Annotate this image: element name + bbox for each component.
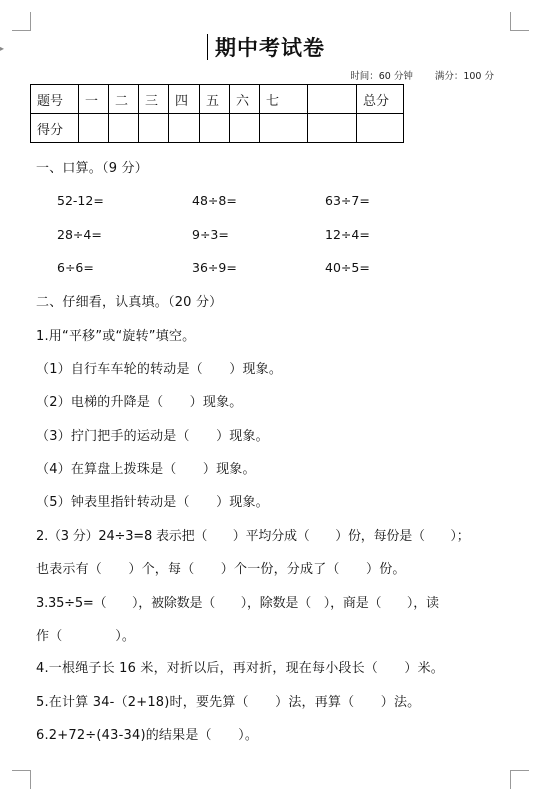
- score-row-label: 得分: [31, 114, 79, 143]
- section-2-heading: 二、仔细看，认真填。（20 分）: [36, 295, 223, 310]
- score-cell[interactable]: [230, 114, 260, 143]
- question-line: （5）钟表里指针转动是（ ）现象。: [36, 495, 269, 510]
- score-header-cell: 一: [79, 85, 109, 114]
- crop-mark-bottom-right: [510, 770, 529, 789]
- section-1-heading: 一、口算。（9 分）: [36, 161, 148, 176]
- question-line: 4.一根绳子长 16 米，对折以后，再对折，现在每小段长（ ）米。: [36, 661, 445, 676]
- score-cell[interactable]: [139, 114, 169, 143]
- score-cell[interactable]: [200, 114, 230, 143]
- question-line: 也表示有（ ）个，每（ ）个一份，分成了（ ）份。: [36, 562, 406, 577]
- exam-full-score: 满分：100 分: [434, 71, 494, 82]
- score-header-cell: 五: [200, 85, 230, 114]
- crop-mark-top-right: [510, 12, 529, 31]
- calc-item: 52-12=: [57, 193, 104, 208]
- question-line: 作（ ）。: [36, 629, 136, 644]
- crop-mark-bottom-left: [12, 770, 31, 789]
- score-header-cell: 二: [109, 85, 139, 114]
- question-line: （4）在算盘上拨珠是（ ）现象。: [36, 462, 256, 477]
- score-cell[interactable]: [79, 114, 109, 143]
- exam-meta: [350, 68, 494, 82]
- question-line: （3）拧门把手的运动是（ ）现象。: [36, 429, 269, 444]
- score-header-cell: [308, 85, 357, 114]
- calc-item: 40÷5=: [325, 260, 370, 275]
- page-title: 期中考试卷: [215, 35, 325, 60]
- score-header-cell: 总分: [357, 85, 404, 114]
- score-cell[interactable]: [308, 114, 357, 143]
- score-header-cell: 四: [169, 85, 200, 114]
- margin-arrow-icon: ▸: [0, 44, 5, 53]
- score-table-header-row: [31, 85, 404, 114]
- score-table-score-row: [31, 114, 404, 143]
- calc-item: 9÷3=: [192, 227, 229, 242]
- question-line: 5.在计算 34-（2+18)时，要先算（ ）法，再算（ ）法。: [36, 695, 421, 710]
- score-table: [30, 84, 404, 143]
- calc-item: 6÷6=: [57, 260, 94, 275]
- score-cell[interactable]: [169, 114, 200, 143]
- question-line: 3.35÷5=（ ），被除数是（ ），除数是（ ），商是（ ），读: [36, 596, 439, 611]
- question-line: 2.（3 分）24÷3=8 表示把（ ）平均分成（ ）份，每份是（ ）；: [36, 529, 470, 544]
- calc-item: 28÷4=: [57, 227, 102, 242]
- score-header-cell: 六: [230, 85, 260, 114]
- question-line: （2）电梯的升降是（ ）现象。: [36, 395, 243, 410]
- crop-mark-top-left: [12, 12, 31, 31]
- score-cell[interactable]: [260, 114, 308, 143]
- question-line: 1.用“平移”或“旋转”填空。: [36, 329, 196, 344]
- calc-item: 63÷7=: [325, 193, 370, 208]
- question-line: （1）自行车车轮的转动是（ ）现象。: [36, 362, 283, 377]
- calc-item: 48÷8=: [192, 193, 237, 208]
- score-cell[interactable]: [109, 114, 139, 143]
- score-cell[interactable]: [357, 114, 404, 143]
- exam-time: 时间：60 分钟: [350, 71, 413, 82]
- score-header-cell: 题号: [31, 85, 79, 114]
- calc-item: 36÷9=: [192, 260, 237, 275]
- question-line: 6.2+72÷(43-34)的结果是（ ）。: [36, 728, 259, 743]
- score-header-cell: 七: [260, 85, 308, 114]
- score-header-cell: 三: [139, 85, 169, 114]
- calc-item: 12÷4=: [325, 227, 370, 242]
